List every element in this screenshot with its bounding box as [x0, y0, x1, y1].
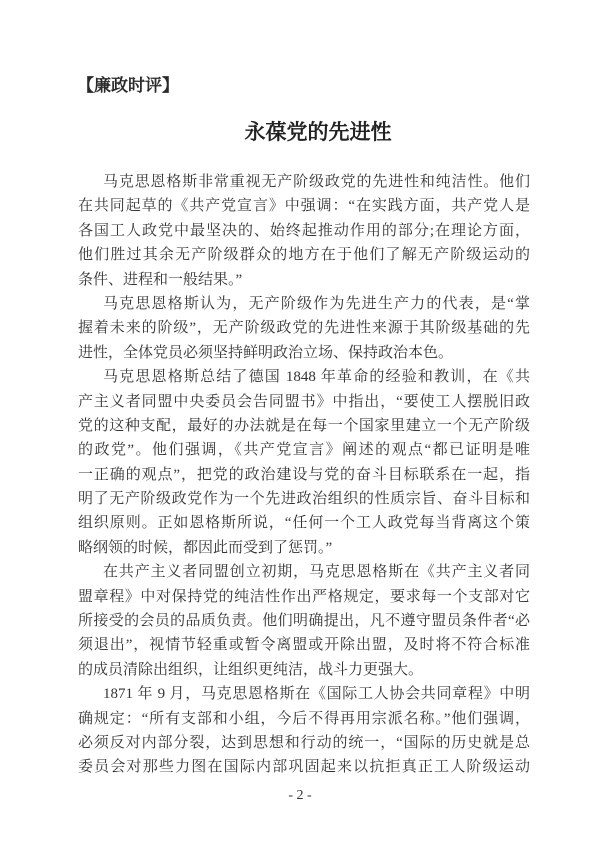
- text-line: 握着未来的阶级”，无产阶级政党的先进性来源于其阶级基础的先: [78, 320, 530, 337]
- text-line: 在共同起草的《共产党宣言》中强调：“在实践方面，共产党人是: [78, 198, 530, 215]
- text-line: 一正确的观点”，把党的政治建设与党的奋斗目标联系在一起，指: [78, 466, 530, 483]
- text-line: 所接受的会员的品质负责。他们明确提出，凡不遵守盟员条件者“必: [78, 613, 530, 630]
- text-line: 盟章程》中对保持党的纯洁性作出严格规定，要求每一个支部对它: [78, 588, 530, 605]
- text-line: 在共产主义者同盟创立初期，马克思恩格斯在《共产主义者同: [103, 564, 530, 581]
- document-body: [78, 170, 530, 780]
- text-line: 马克思恩格斯总结了德国 1848 年革命的经验和教训，在《共: [103, 369, 530, 386]
- page-number: - 2 -: [288, 788, 312, 803]
- text-line: 委员会对那些力图在国际内部巩固起来以抗拒真正工人阶级运动: [78, 759, 530, 776]
- text-line: 产主义者同盟中央委员会告同盟书》中指出，“要使工人摆脱旧政: [78, 393, 530, 410]
- text-line: 马克思恩格斯非常重视无产阶级政党的先进性和纯洁性。他们: [103, 174, 530, 190]
- document-title: 永葆党的先进性: [244, 120, 392, 144]
- text-line: 1871 年 9 月，马克思恩格斯在《国际工人协会共同章程》中明: [103, 686, 530, 703]
- text-line: 条件、进程和一般结果。”: [78, 271, 243, 288]
- text-line: 各国工人政党中最坚决的、始终起推动作用的部分;在理论方面，: [78, 222, 530, 239]
- text-line: 组织原则。正如恩格斯所说，“任何一个工人政党每当背离这个策: [78, 515, 530, 532]
- text-line: 进性，全体党员必须坚持鲜明政治立场、保持政治本色。: [78, 344, 454, 361]
- text-line: 确规定：“所有支部和小组，今后不得再用宗派名称。”他们强调，: [78, 710, 530, 727]
- text-line: 的成员清除出组织，让组织更纯洁，战斗力更强大。: [78, 661, 424, 678]
- text-line: 马克思恩格斯认为，无产阶级作为先进生产力的代表，是“掌: [103, 295, 530, 312]
- section-label: 【廉政时评】: [77, 76, 179, 95]
- text-line: 必须反对内部分裂，达到思想和行动的统一，“国际的历史就是总: [78, 734, 530, 751]
- text-line: 他们胜过其余无产阶级群众的地方在于他们了解无产阶级运动的: [78, 247, 530, 264]
- text-line: 党的这种支配，最好的办法就是在每一个国家里建立一个无产阶级: [78, 417, 530, 434]
- text-line: 须退出”，视情节轻重或暂令离盟或开除出盟，及时将不符合标准: [78, 637, 530, 654]
- text-line: 明了无产阶级政党作为一个先进政治组织的性质宗旨、奋斗目标和: [78, 491, 530, 508]
- text-line: 略纲领的时候，都因此而受到了惩罚。”: [78, 539, 333, 556]
- text-line: 的政党”。他们强调，《共产党宣言》阐述的观点“都已证明是唯: [78, 442, 530, 459]
